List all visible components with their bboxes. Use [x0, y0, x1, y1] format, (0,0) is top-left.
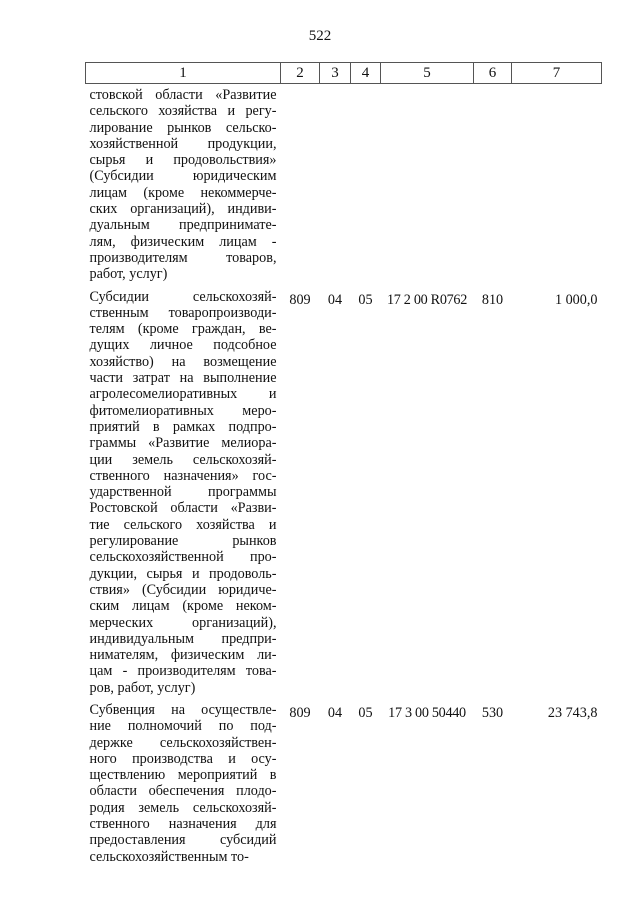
- description-line: ного производства и осу-: [89, 750, 277, 767]
- budget-table: [85, 62, 602, 871]
- amount-value: 1 000,0: [554, 291, 598, 308]
- description-line: стовской области «Развитие: [89, 87, 277, 103]
- target-article-code: 17 2 00 R0762: [386, 291, 468, 308]
- expense-type-code: [474, 84, 512, 289]
- table-header-row: [86, 63, 602, 84]
- section-code: [320, 84, 351, 289]
- description-line: (Субсидии юридическим: [89, 168, 277, 185]
- table-row: [86, 84, 602, 289]
- description-line: ударственной программы: [89, 484, 277, 501]
- description-line: сельскохозяйственной про-: [89, 549, 277, 566]
- subsection-code: [351, 84, 381, 289]
- description-line: ствия» (Субсидии юридиче-: [89, 581, 277, 598]
- description-line: ществлению мероприятий в: [89, 767, 277, 784]
- expense-type-code: 810: [481, 291, 504, 308]
- description-line: Субсидии сельскохозяй-: [89, 288, 277, 305]
- description-line: дуальным предпринимате-: [89, 217, 277, 234]
- description-line: держке сельскохозяйствен-: [89, 734, 277, 751]
- subsection-code: 05: [358, 291, 373, 308]
- column-header-1: 1: [86, 63, 281, 84]
- page-number: 522: [308, 28, 332, 44]
- row-description: [86, 289, 281, 702]
- description-line: ственного назначения для: [89, 816, 277, 833]
- description-line: дукции, сырья и продоволь-: [89, 565, 277, 582]
- column-header-7: 7: [512, 63, 602, 84]
- table-row: [86, 702, 602, 871]
- column-header-4: 4: [351, 63, 381, 84]
- description-line: хозяйственной продукции,: [89, 135, 277, 152]
- table-body: [86, 84, 602, 871]
- section-code: 04: [327, 704, 343, 721]
- ministry-code: 809: [289, 291, 311, 308]
- target-article-code: [381, 84, 474, 289]
- amount-value: [512, 84, 602, 289]
- description-line: цам - производителям това-: [89, 663, 277, 680]
- description-line: ственным товаропроизводи-: [89, 304, 277, 321]
- description-line: индивидуальным предпри-: [89, 630, 277, 647]
- column-header-2: 2: [281, 63, 320, 84]
- description-line: лям, физическим лицам -: [89, 233, 277, 250]
- column-header-3: 3: [320, 63, 351, 84]
- description-line: ских организаций), индиви-: [89, 201, 277, 218]
- row-description: [86, 702, 281, 871]
- description-line: тие сельского хозяйства и: [89, 516, 277, 533]
- description-line: ственного назначения» гос-: [89, 467, 277, 484]
- ministry-code: 809: [289, 704, 311, 721]
- description-line: ние полномочий по под-: [89, 718, 277, 735]
- description-line: ров, работ, услуг): [89, 679, 196, 696]
- description-line: сельскохозяйственным то-: [89, 848, 249, 865]
- description-line: части затрат на выполнение: [89, 370, 277, 387]
- column-header-6: 6: [474, 63, 512, 84]
- description-line: производителям товаров,: [89, 249, 277, 266]
- description-line: ским лицам (кроме неком-: [89, 598, 277, 615]
- description-line: сырья и продовольствия»: [89, 152, 277, 169]
- description-line: нимателям, физическим ли-: [89, 647, 277, 664]
- description-line: лирование рынков сельско-: [89, 119, 277, 136]
- description-line: работ, услуг): [89, 266, 168, 283]
- description-line: ции земель сельскохозяй-: [89, 451, 277, 468]
- table-row: [86, 289, 602, 702]
- section-code: 04: [327, 291, 343, 308]
- amount-value: 23 743,8: [547, 704, 598, 721]
- description-line: лицам (кроме некоммерче-: [89, 184, 277, 201]
- description-line: агролесомелиоративных и: [89, 386, 277, 403]
- description-line: сельского хозяйства и регу-: [89, 103, 277, 120]
- description-line: Ростовской области «Разви-: [89, 500, 277, 517]
- description-line: приятий в рамках подпро-: [89, 418, 277, 435]
- description-line: дущих личное подсобное: [89, 337, 277, 354]
- subsection-code: 05: [358, 704, 373, 721]
- ministry-code: [281, 84, 320, 289]
- description-line: области обеспечения плодо-: [89, 783, 277, 800]
- row-description: [86, 84, 281, 289]
- description-line: предоставления субсидий: [89, 832, 277, 849]
- target-article-code: 17 3 00 50440: [388, 704, 466, 721]
- expense-type-code: 530: [481, 704, 504, 721]
- description-line: родия земель сельскохозяй-: [89, 799, 277, 816]
- description-line: регулирование рынков: [89, 533, 277, 550]
- description-line: фитомелиоративных меро-: [89, 402, 277, 419]
- description-line: граммы «Развитие мелиора-: [89, 435, 277, 452]
- description-line: хозяйство) на возмещение: [89, 353, 277, 370]
- description-line: телям (кроме граждан, ве-: [89, 321, 277, 338]
- column-header-5: 5: [381, 63, 474, 84]
- description-line: Субвенция на осуществле-: [89, 701, 277, 718]
- description-line: мерческих организаций),: [89, 614, 277, 631]
